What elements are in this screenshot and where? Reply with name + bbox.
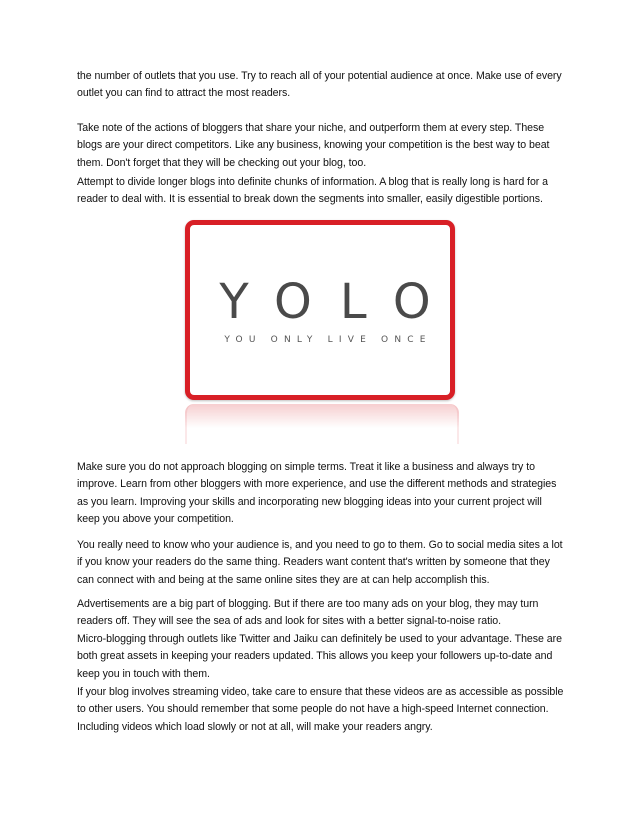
paragraph-advertisements: Advertisements are a big part of blogging. But if there are too many ads on your blog, they may turn readers off. They will see the sea of ads and look for sites with a better signal-to-noise ratio. <box>77 598 539 628</box>
paragraph-business: Make sure you do not approach blogging on simple terms. Treat it like a business and always try to improve. Learn from other bloggers with more experience, and use the different methods and strategies as you learn. Improving your skills and incorporating new blogging ideas into your current project will keep you above your competition. <box>77 461 557 526</box>
paragraph-micro-blogging: Micro-blogging through outlets like Twitter and Jaiku can definitely be used to your advantage. These are both great assets in keeping your readers updated. This allows you keep your followers up-to-date and keep you in touch with them. <box>77 633 562 680</box>
yolo-tagline: YOU ONLY LIVE ONCE <box>224 335 432 345</box>
image-frame <box>185 220 459 400</box>
image-reflection <box>185 404 459 444</box>
paragraph-streaming-video: If your blog involves streaming video, take care to ensure that these videos are as accessible as possible to other users. You should remember that some people do not have a high-speed Internet connection. Including videos which load slowly or not at all, will make your readers angry. <box>77 686 564 733</box>
paragraph-chunks: Attempt to divide longer blogs into definite chunks of information. A blog that is really long is hard for a reader to deal with. It is essential to break down the segments into smaller, easily digestible portions. <box>77 176 549 206</box>
paragraph-outlets: the number of outlets that you use. Try to reach all of your potential audience at once. Make use of every outlet you can find to attract the most readers. <box>77 70 562 100</box>
paragraph-competitors: Take note of the actions of bloggers that share your niche, and outperform them at every step. These blogs are your direct competitors. Like any business, knowing your competition is the best way to beat them. Don't forget that they will be checking out your blog, too. <box>77 122 550 169</box>
yolo-logo-text: YOLO <box>219 274 459 330</box>
paragraph-audience: You really need to know who your audience is, and you need to go to them. Go to social media sites a lot if you know your readers do the same thing. Readers want content that's written by someone that they can connect with and being at the same online sites they are at can help accomplish this. <box>77 539 563 586</box>
yolo-image <box>185 220 459 400</box>
